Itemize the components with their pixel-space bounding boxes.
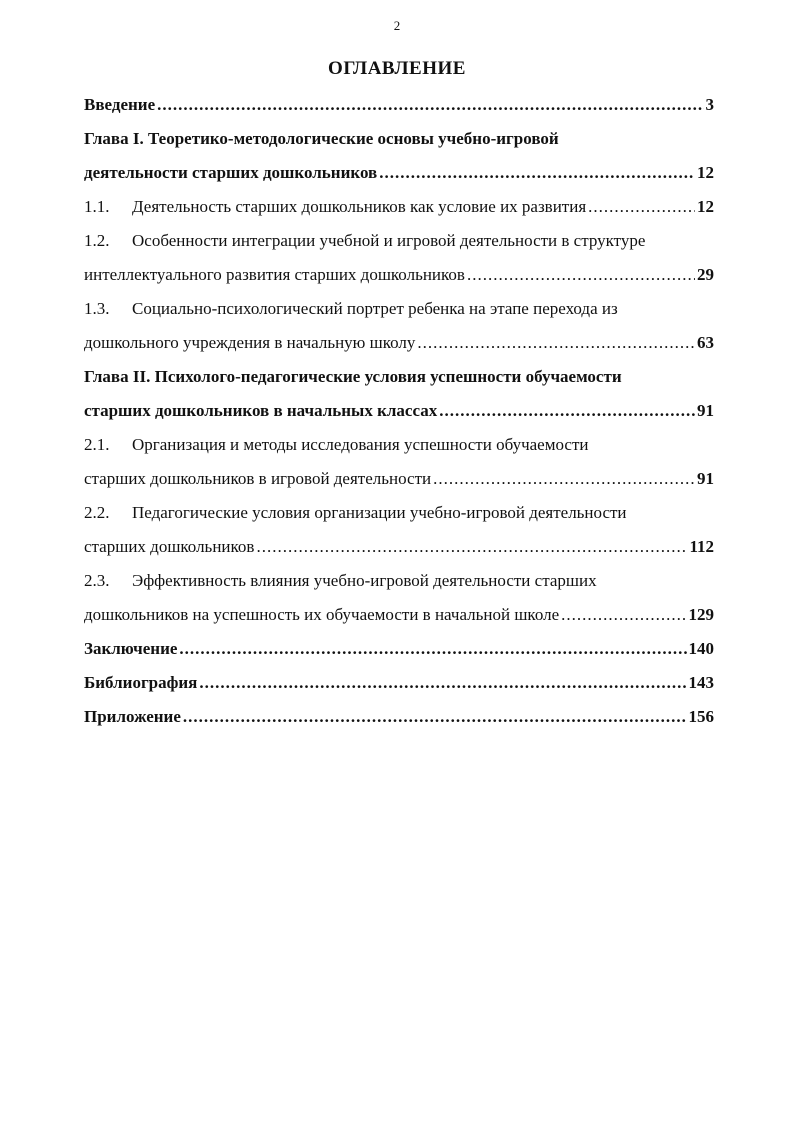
section-number: 2.1. [84,435,110,454]
toc-entry-section-2-3-line2[interactable] [84,598,714,632]
entry-page: 140 [688,639,714,658]
entry-label: старших дошкольников в игровой деятельности [84,469,432,488]
section-number: 1.1. [84,197,110,216]
dot-leader [179,632,686,666]
toc-entry-section-2-2-line1[interactable] [84,496,714,530]
entry-label: Глава II. Психолого-педагогические условия успешности обучаемости [84,367,622,386]
toc-entry-section-1-3-line1[interactable] [84,292,714,326]
entry-label: Организация и методы исследования успешности обучаемости [132,435,589,454]
entry-label: Введение [84,95,156,114]
entry-label: старших дошкольников [84,537,255,556]
dot-leader [379,156,695,190]
entry-label: деятельности старших дошкольников [84,163,378,182]
entry-label: дошкольного учреждения в начальную школу [84,333,416,352]
toc-entry-section-1-1[interactable] [84,190,714,224]
entry-page: 91 [697,469,714,488]
table-of-contents [84,88,714,734]
dot-leader [467,258,695,292]
entry-label: Особенности интеграции учебной и игровой деятельности в структуре [132,231,646,250]
entry-label: Заключение [84,639,178,658]
entry-label: Деятельность старших дошкольников как условие их развития [132,197,587,216]
entry-label: Глава I. Теоретико-методологические основы учебно-игровой [84,129,559,148]
entry-label: Приложение [84,707,181,726]
section-number: 1.3. [84,299,110,318]
entry-page: 12 [697,197,714,216]
toc-entry-chapter-1-line1[interactable] [84,122,714,156]
toc-title: ОГЛАВЛЕНИЕ [328,58,466,79]
entry-page: 91 [697,401,714,420]
toc-entry-section-1-3-line2[interactable] [84,326,714,360]
toc-entry-introduction[interactable] [84,88,714,122]
toc-entry-section-2-1-line1[interactable] [84,428,714,462]
toc-entry-section-2-2-line2[interactable] [84,530,714,564]
entry-label: старших дошкольников в начальных классах [84,401,438,420]
dot-leader [588,190,695,224]
toc-entry-conclusion[interactable] [84,632,714,666]
entry-label: Эффективность влияния учебно-игровой деятельности старших [132,571,597,590]
dot-leader [433,462,695,496]
toc-entry-bibliography[interactable] [84,666,714,700]
page-number: 2 [393,18,401,33]
toc-entry-section-2-3-line1[interactable] [84,564,714,598]
dot-leader [157,88,703,122]
dot-leader [183,700,687,734]
dot-leader [439,394,695,428]
entry-label: Социально-психологический портрет ребенка на этапе перехода из [132,299,618,318]
toc-entry-chapter-1-line2[interactable] [84,156,714,190]
entry-label: дошкольников на успешность их обучаемости в начальной школе [84,605,560,624]
toc-entry-chapter-2-line1[interactable] [84,360,714,394]
entry-page: 12 [697,163,714,182]
entry-page: 63 [697,333,714,352]
entry-page: 112 [689,537,714,556]
dot-leader [417,326,695,360]
entry-label: Педагогические условия организации учебно-игровой деятельности [132,503,627,522]
toc-entry-section-1-2-line1[interactable] [84,224,714,258]
entry-page: 3 [705,95,714,114]
entry-page: 156 [688,707,714,726]
section-number: 1.2. [84,231,110,250]
dot-leader [561,598,686,632]
toc-entry-section-1-2-line2[interactable] [84,258,714,292]
entry-label: Библиография [84,673,198,692]
toc-entry-chapter-2-line2[interactable] [84,394,714,428]
toc-entry-section-2-1-line2[interactable] [84,462,714,496]
toc-entry-appendix[interactable] [84,700,714,734]
entry-label: интеллектуального развития старших дошкольников [84,265,465,284]
section-number: 2.2. [84,503,110,522]
section-number: 2.3. [84,571,110,590]
entry-page: 29 [697,265,714,284]
dot-leader [199,666,686,700]
entry-page: 129 [688,605,714,624]
dot-leader [256,530,687,564]
entry-page: 143 [688,673,714,692]
